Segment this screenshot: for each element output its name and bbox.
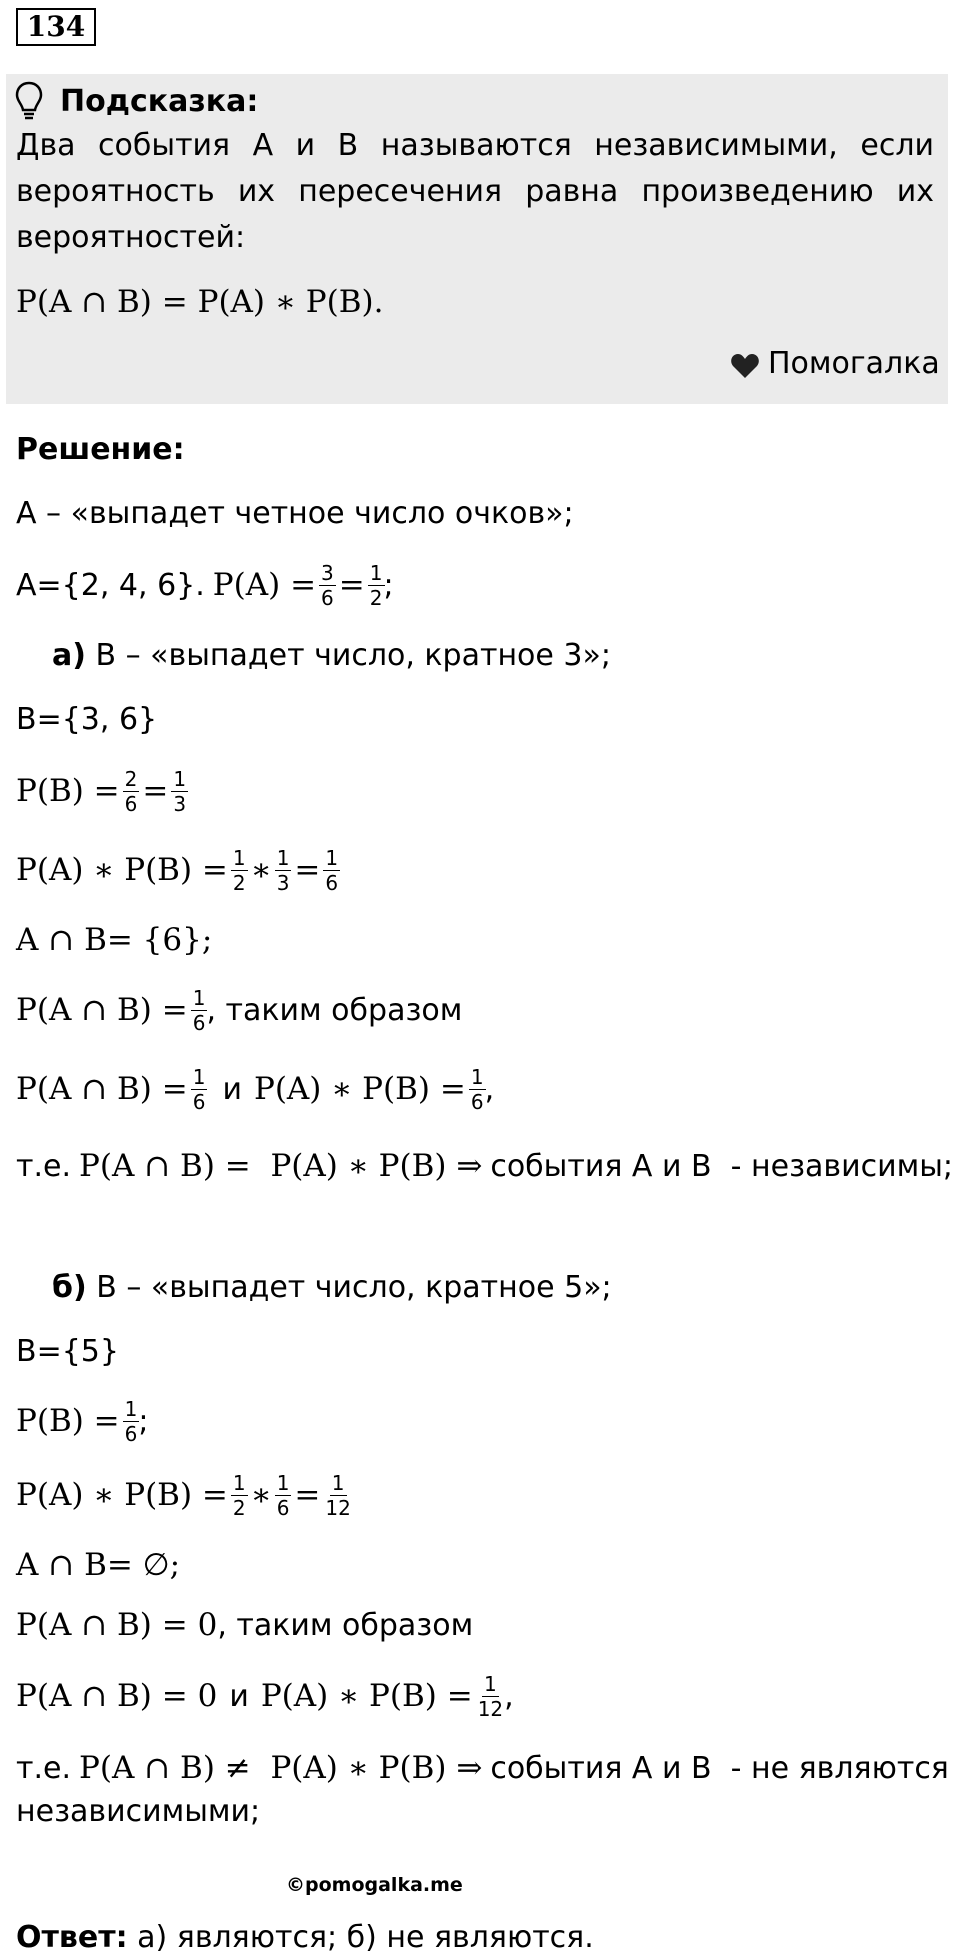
fraction: $\frac{1}{2}$ — [232, 1470, 246, 1520]
pb-line-b: P(B) = $\frac{1}{6}$ ; — [16, 1396, 149, 1446]
b-set-a: B={3, 6} — [16, 702, 158, 737]
pa-label: P(A) = — [212, 567, 317, 603]
a-set: A={2, 4, 6}. — [16, 567, 205, 603]
fraction: $\frac{1}{6}$ — [325, 845, 339, 895]
b-set-b: B={5} — [16, 1334, 119, 1369]
hint-formula: P(A ∩ B) = P(A) ∗ P(B). — [16, 284, 384, 320]
fraction: $\frac{1}{12}$ — [477, 1671, 504, 1721]
intersection-b: A ∩ B= ∅; — [16, 1547, 181, 1583]
fraction: $\frac{1}{2}$ — [369, 560, 383, 610]
part-b-heading: б) B – «выпадет число, кратное 5»; — [52, 1270, 612, 1305]
fraction: $\frac{3}{6}$ — [321, 560, 334, 610]
fraction: $\frac{1}{2}$ — [232, 845, 246, 895]
task-number: 134 — [16, 8, 96, 46]
pab-line-a: P(A ∩ B) = $\frac{1}{6}$ , таким образом — [16, 985, 463, 1035]
copyright: ©pomogalka.me — [286, 1874, 463, 1896]
hint-title: Подсказка: — [60, 84, 259, 119]
product-line-b: P(A) ∗ P(B) = $\frac{1}{2}$ ∗ $\frac{1}{6}$ = $\frac{1}{12}$ — [16, 1470, 351, 1520]
conclusion-b-line2: независимыми; — [16, 1794, 261, 1829]
pa-line: A={2, 4, 6}. P(A) = $\frac{3}{6}$ = $\frac{1}{2}$ ; — [16, 560, 394, 610]
compare-line-a: P(A ∩ B) = $\frac{1}{6}$ и P(A) ∗ P(B) = $\frac{1}{6}$ , — [16, 1064, 495, 1114]
heart-icon — [730, 353, 760, 383]
part-a-heading: а) B – «выпадет число, кратное 3»; — [52, 638, 611, 673]
fraction: $\frac{1}{12}$ — [325, 1470, 351, 1520]
answer-line: Ответ: а) являются; б) не являются. — [16, 1920, 594, 1955]
pb-line-a: P(B) = $\frac{2}{6}$ = $\frac{1}{3}$ — [16, 766, 187, 816]
a-definition: A – «выпадет четное число очков»; — [16, 496, 574, 531]
fraction: $\frac{1}{6}$ — [192, 985, 206, 1035]
hint-brand: Помогалка — [768, 346, 940, 381]
conclusion-b: т.е. P(A ∩ B) ≠ P(A) ∗ P(B) ⇒ события A и B - не являются — [16, 1750, 949, 1786]
fraction: $\frac{1}{3}$ — [173, 766, 187, 816]
fraction: $\frac{2}{6}$ — [124, 766, 138, 816]
fraction: $\frac{1}{3}$ — [276, 845, 290, 895]
fraction: $\frac{1}{6}$ — [124, 1396, 138, 1446]
conclusion-a: т.е. P(A ∩ B) = P(A) ∗ P(B) ⇒ события A и B - независимы; — [16, 1148, 954, 1184]
hint-text: Два события A и B называются независимыми, если вероятность их пересечения равна произведению их вероятностей: — [16, 128, 934, 255]
intersection-a: A ∩ B= {6}; — [16, 922, 213, 958]
solution-heading: Решение: — [16, 432, 185, 467]
fraction: $\frac{1}{6}$ — [470, 1064, 484, 1114]
lightbulb-icon — [14, 80, 44, 126]
fraction: $\frac{1}{6}$ — [192, 1064, 206, 1114]
fraction: $\frac{1}{6}$ — [276, 1470, 290, 1520]
product-line-a: P(A) ∗ P(B) = $\frac{1}{2}$ ∗ $\frac{1}{3}$ = $\frac{1}{6}$ — [16, 845, 339, 895]
compare-line-b: P(A ∩ B) = 0 и P(A) ∗ P(B) = $\frac{1}{12}$ , — [16, 1671, 514, 1721]
pab-line-b: P(A ∩ B) = 0 , таким образом — [16, 1607, 474, 1643]
